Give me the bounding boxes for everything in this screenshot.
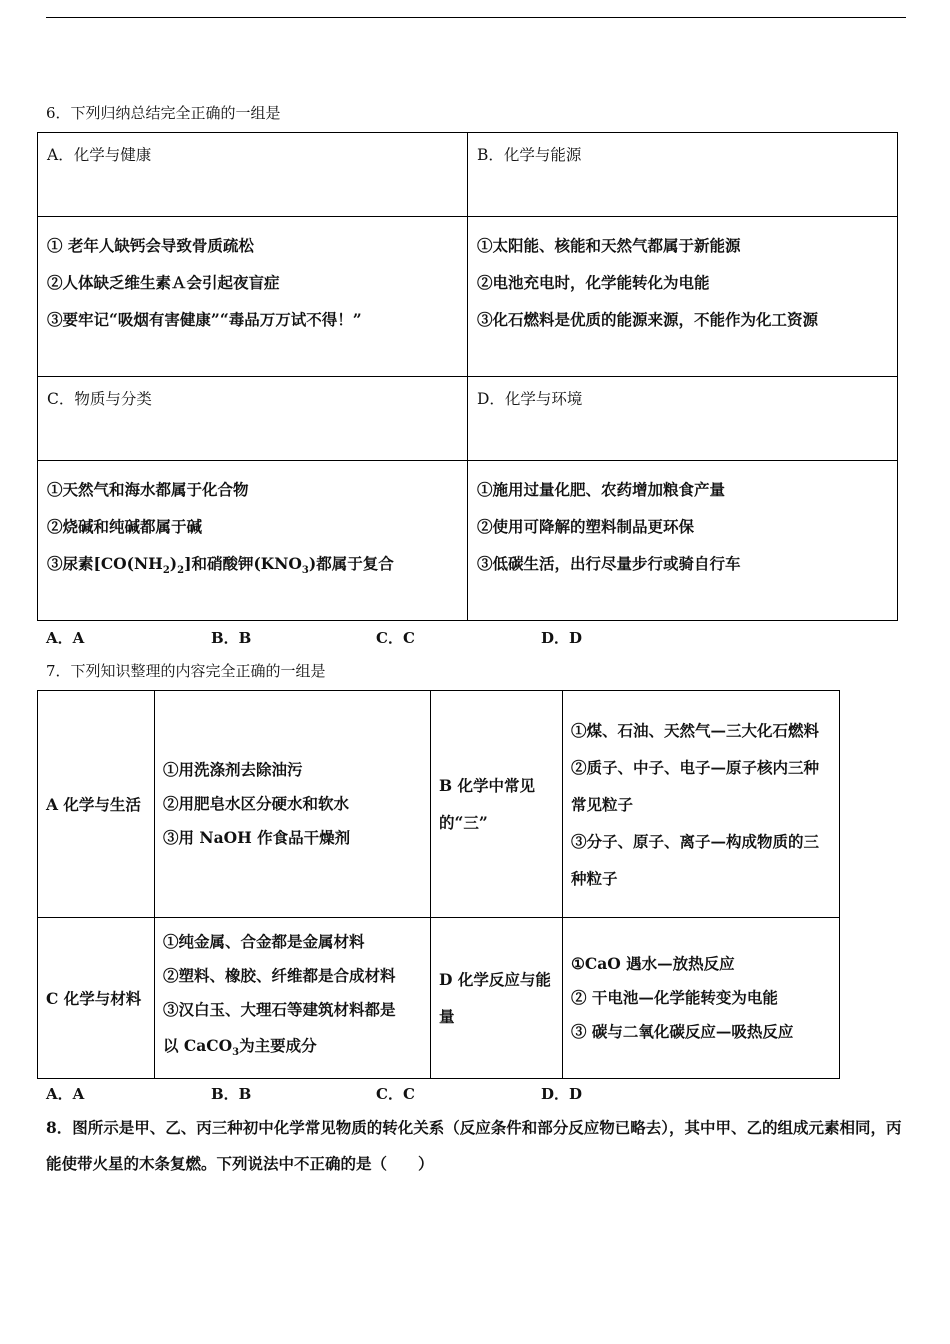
q6-c-item-formula: ③尿素$[CO(NH_2)_2]$和硝酸钾$(KNO_3)$都属于复合 bbox=[47, 554, 394, 577]
q6-cell-d-body bbox=[468, 461, 898, 621]
q7-c-item: ①纯金属、合金都是金属材料 bbox=[163, 931, 365, 951]
q7-option-a[interactable]: A．A bbox=[46, 1085, 85, 1103]
q7-c-item: ③汉白玉、大理石等建筑材料都是 bbox=[163, 999, 396, 1019]
q6-d-item: ③低碳生活，出行尽量步行或骑自行车 bbox=[477, 554, 741, 573]
q6-d-item: ①施用过量化肥、农药增加粮食产量 bbox=[477, 480, 726, 499]
q7-d-body bbox=[563, 918, 840, 1079]
q7-option-c[interactable]: C．C bbox=[376, 1085, 415, 1103]
q6-option-a[interactable]: A．A bbox=[46, 629, 85, 647]
q7-a-body bbox=[155, 691, 431, 918]
q7-a-item: ③用 NaOH 作食品干燥剂 bbox=[163, 828, 351, 847]
q6-c-heading: C．物质与分类 bbox=[47, 390, 152, 408]
q7-b-item: ③分子、原子、离子—构成物质的三种粒子 bbox=[571, 831, 820, 888]
q6-a-item: ②人体缺乏维生素Ａ会引起夜盲症 bbox=[47, 273, 280, 292]
q7-d-label: D 化学反应与能量 bbox=[431, 918, 563, 1079]
q7-a-item: ①用洗涤剂去除油污 bbox=[163, 760, 303, 779]
q6-c-item: ①天然气和海水都属于化合物 bbox=[47, 480, 249, 499]
q6-cell-a-head bbox=[38, 133, 468, 217]
q6-a-item: ③要牢记“吸烟有害健康”“毒品万万试不得！” bbox=[47, 310, 362, 329]
q7-c-item-formula: 以 CaCO$_3$为主要成分 bbox=[163, 1035, 317, 1059]
q6-c-item: ②烧碱和纯碱都属于碱 bbox=[47, 517, 203, 536]
q6-option-d[interactable]: D．D bbox=[541, 629, 583, 647]
q6-d-item: ②使用可降解的塑料制品更环保 bbox=[477, 517, 695, 536]
question-6-table bbox=[37, 132, 898, 621]
q6-b-item: ①太阳能、核能和天然气都属于新能源 bbox=[477, 236, 741, 255]
q7-a-label: A 化学与生活 bbox=[38, 691, 155, 918]
question-6-title: 6．下列归纳总结完全正确的一组是 bbox=[46, 104, 281, 122]
q7-c-label: C 化学与材料 bbox=[38, 918, 155, 1079]
q6-cell-a-body bbox=[38, 217, 468, 377]
q6-a-item: ① 老年人缺钙会导致骨质疏松 bbox=[47, 236, 254, 255]
q7-c-body bbox=[155, 918, 431, 1079]
q6-option-b[interactable]: B．B bbox=[211, 629, 252, 647]
q6-b-item: ②电池充电时，化学能转化为电能 bbox=[477, 273, 710, 292]
q6-cell-d-head bbox=[468, 377, 898, 461]
q7-d-item: ①CaO 遇水—放热反应 bbox=[571, 954, 735, 973]
q6-cell-b-head bbox=[468, 133, 898, 217]
q6-cell-c-body bbox=[38, 461, 468, 621]
q7-option-b[interactable]: B．B bbox=[211, 1085, 252, 1103]
q7-b-item: ②质子、中子、电子—原子核内三种常见粒子 bbox=[571, 757, 820, 814]
q6-cell-b-body bbox=[468, 217, 898, 377]
q7-option-d[interactable]: D．D bbox=[541, 1085, 583, 1103]
q7-d-item: ③ 碳与二氧化碳反应—吸热反应 bbox=[571, 1022, 794, 1041]
q6-option-c[interactable]: C．C bbox=[376, 629, 415, 647]
q7-c-item: ②塑料、橡胶、纤维都是合成材料 bbox=[163, 965, 396, 985]
q7-b-body bbox=[563, 691, 840, 918]
header-rule bbox=[46, 17, 906, 18]
question-7-table bbox=[37, 690, 840, 1079]
q6-b-heading: B．化学与能源 bbox=[477, 146, 582, 164]
q7-a-item: ②用肥皂水区分硬水和软水 bbox=[163, 794, 350, 813]
q7-b-item: ①煤、石油、天然气—三大化石燃料 bbox=[571, 720, 820, 740]
q6-cell-c-head bbox=[38, 377, 468, 461]
q6-b-item: ③化石燃料是优质的能源来源，不能作为化工资源 bbox=[477, 310, 819, 329]
q7-d-item: ② 干电池—化学能转变为电能 bbox=[571, 988, 778, 1007]
q6-d-heading: D．化学与环境 bbox=[477, 390, 583, 408]
question-7-title: 7．下列知识整理的内容完全正确的一组是 bbox=[46, 662, 326, 680]
q6-a-heading: A．化学与健康 bbox=[47, 146, 152, 164]
question-8-text: 8．图所示是甲、乙、丙三种初中化学常见物质的转化关系（反应条件和部分反应物已略去），其中甲、乙的组成元素相同，丙能使带火星的木条复燃。下列说法中不正确的是（ ） bbox=[46, 1118, 902, 1173]
q7-b-label: B 化学中常见的“三” bbox=[431, 691, 563, 918]
